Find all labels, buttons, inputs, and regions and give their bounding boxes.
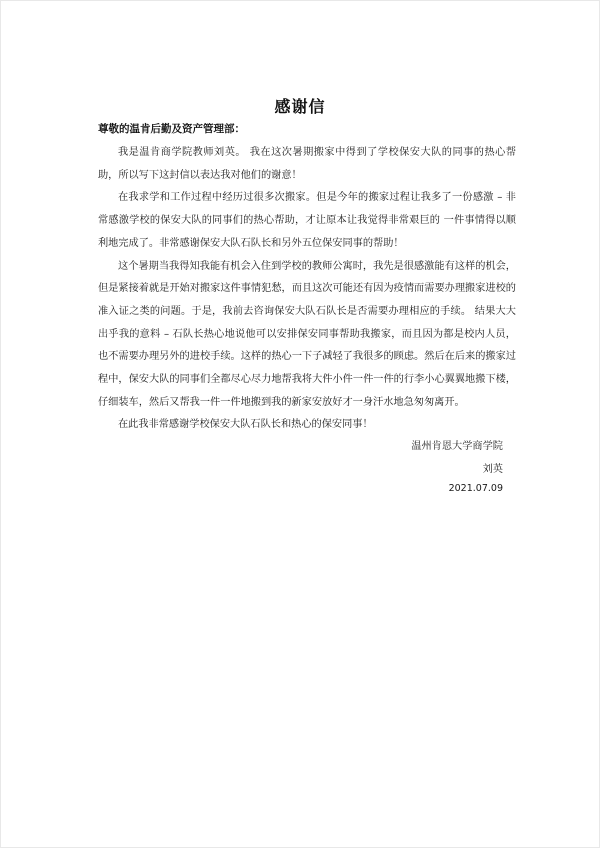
paragraph-story: 这个暑期当我得知我能有机会入住到学校的教师公寓时，我先是很感激能有这样的机会，但是紧接着就是开始对搬家这件事情犯愁，而且这次可能还有因为疫情而需要办理搬家进校的准入证之类的问题。于是，我前去咨询保安大队石队长是否需要办理相应的手续。 结果大大出乎我的意料 – 石队长热心地说他可以安排保安同事帮助我搬家，而且因为都是校内人员，也不需要办理另外的进校手续。这样的热心一下子减轻了我很多的顾虑。然后在后来的搬家过程中，保安大队的同事们全都尽心尽力地帮我将大件小件一件一件的行李小心翼翼地搬下楼，仔细装车，然后又帮我一件一件地搬到我的新家安放好才一身汗水地急匆匆离开。 bbox=[98, 260, 516, 408]
paragraph-closing: 在此我非常感谢学校保安大队石队长和热心的保安同事！ bbox=[118, 419, 373, 431]
paragraph-intro: 我是温肯商学院教师刘英。 我在这次暑期搬家中得到了学校保安大队的同事的热心帮助，所以写下这封信以表达我对他们的谢意！ bbox=[98, 147, 516, 181]
signature-name: 刘英 bbox=[482, 464, 503, 475]
signature-date: 2021.07.09 bbox=[448, 483, 503, 494]
letter-body bbox=[98, 142, 516, 437]
salutation: 尊敬的温肯后勤及资产管理部： bbox=[98, 123, 245, 135]
paragraph-gratitude: 在我求学和工作过程中经历过很多次搬家。但是今年的搬家过程让我多了一份感激 – 非常感激学校的保安大队的同事们的热心帮助，才让原本让我觉得非常艰巨的 一件事情得以顺利地完成了。非常感谢保安大队石队长和另外五位保安同事的帮助！ bbox=[98, 192, 516, 249]
letter-title: 感谢信 bbox=[274, 97, 326, 116]
signature-organization: 温州肯恩大学商学院 bbox=[411, 441, 503, 452]
